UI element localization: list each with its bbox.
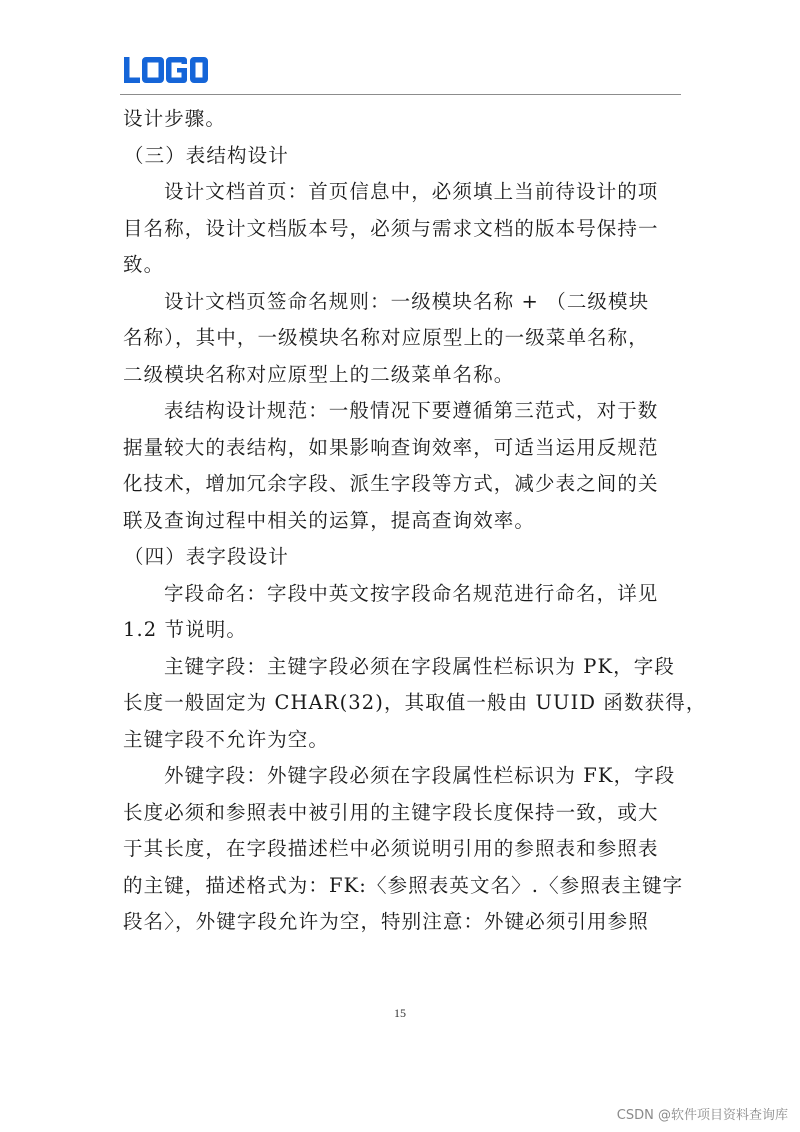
body-line: 据量较大的表结构，如果影响查询效率，可适当运用反规范 bbox=[123, 435, 659, 459]
section-heading: （四）表字段设计 bbox=[124, 545, 289, 568]
body-line: 化技术，增加冗余字段、派生字段等方式，减少表之间的关 bbox=[123, 472, 659, 495]
body-line: 长度一般固定为 CHAR(32)，其取值一般由 UUID 函数获得， bbox=[123, 691, 707, 714]
page-number: 15 bbox=[394, 1006, 406, 1020]
body-line: 联及查询过程中相关的运算，提高查询效率。 bbox=[123, 508, 536, 532]
watermark: CSDN @软件项目资料查询库 bbox=[616, 1108, 788, 1123]
body-line: 设计步骤。 bbox=[123, 107, 227, 130]
header-divider bbox=[120, 94, 681, 95]
body-line: 二级模块名称对应原型上的二级菜单名称。 bbox=[123, 362, 515, 386]
body-line: 的主键，描述格式为：FK:〈参照表英文名〉.〈参照表主键字 bbox=[123, 873, 684, 897]
body-line: 段名〉，外键字段允许为空，特别注意：外键必须引用参照 bbox=[123, 910, 649, 933]
body-line: 1.2 节说明。 bbox=[123, 618, 248, 641]
body-line: 表结构设计规范：一般情况下要遵循第三范式，对于数 bbox=[164, 399, 659, 422]
body-line: 主键字段不允许为空。 bbox=[123, 727, 330, 751]
body-line: 字段命名：字段中英文按字段命名规范进行命名，详见 bbox=[164, 581, 659, 605]
body-line: 主键字段：主键字段必须在字段属性栏标识为 PK，字段 bbox=[164, 654, 675, 678]
body-line: 设计文档首页：首页信息中，必须填上当前待设计的项 bbox=[164, 180, 659, 203]
body-line: 外键字段：外键字段必须在字段属性栏标识为 FK，字段 bbox=[164, 764, 676, 787]
body-line: 致。 bbox=[123, 253, 165, 276]
logo bbox=[124, 52, 208, 88]
body-line: 长度必须和参照表中被引用的主键字段长度保持一致，或大 bbox=[123, 800, 659, 824]
body-line: 设计文档页签命名规则：一级模块名称 + （二级模块 bbox=[164, 289, 650, 313]
body-line: 于其长度，在字段描述栏中必须说明引用的参照表和参照表 bbox=[123, 837, 659, 860]
body-line: 目名称，设计文档版本号，必须与需求文档的版本号保持一 bbox=[123, 216, 659, 240]
document-body bbox=[123, 101, 707, 941]
section-heading: （三）表结构设计 bbox=[124, 143, 289, 167]
body-line: 名称），其中，一级模块名称对应原型上的一级菜单名称， bbox=[123, 326, 649, 349]
